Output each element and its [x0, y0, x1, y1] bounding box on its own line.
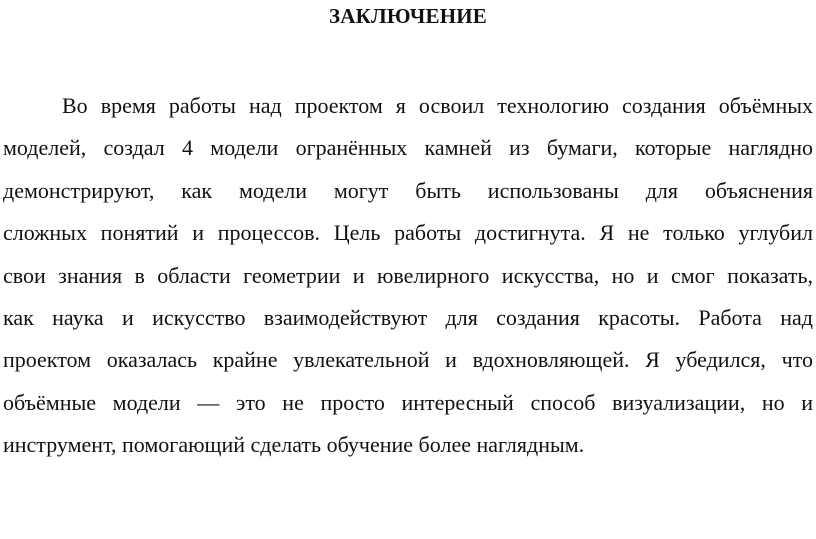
paragraph-line-3: демонстрируют, как модели могут быть использованы для объяснения	[3, 177, 813, 203]
paragraph-line-7: проектом оказалась крайне увлекательной и вдохновляющей. Я убедился, что	[3, 347, 813, 373]
conclusion-paragraph	[3, 85, 813, 467]
paragraph-line-2: моделей, создал 4 модели огранённых камней из бумаги, которые наглядно	[3, 135, 813, 161]
paragraph-line-9: инструмент, помогающий сделать обучение более наглядным.	[3, 432, 585, 458]
paragraph-line-8: объёмные модели — это не просто интересный способ визуализации, но и	[3, 389, 813, 415]
paragraph-line-6: как наука и искусство взаимодействуют для создания красоты. Работа над	[3, 304, 813, 330]
paragraph-line-5: свои знания в области геометрии и ювелирного искусства, но и смог показать,	[3, 262, 813, 288]
paragraph-line-1: Во время работы над проектом я освоил технологию создания объёмных	[62, 93, 813, 118]
page-title: ЗАКЛЮЧЕНИЕ	[328, 4, 488, 28]
paragraph-line-4: сложных понятий и процессов. Цель работы достигнута. Я не только углубил	[3, 220, 813, 246]
